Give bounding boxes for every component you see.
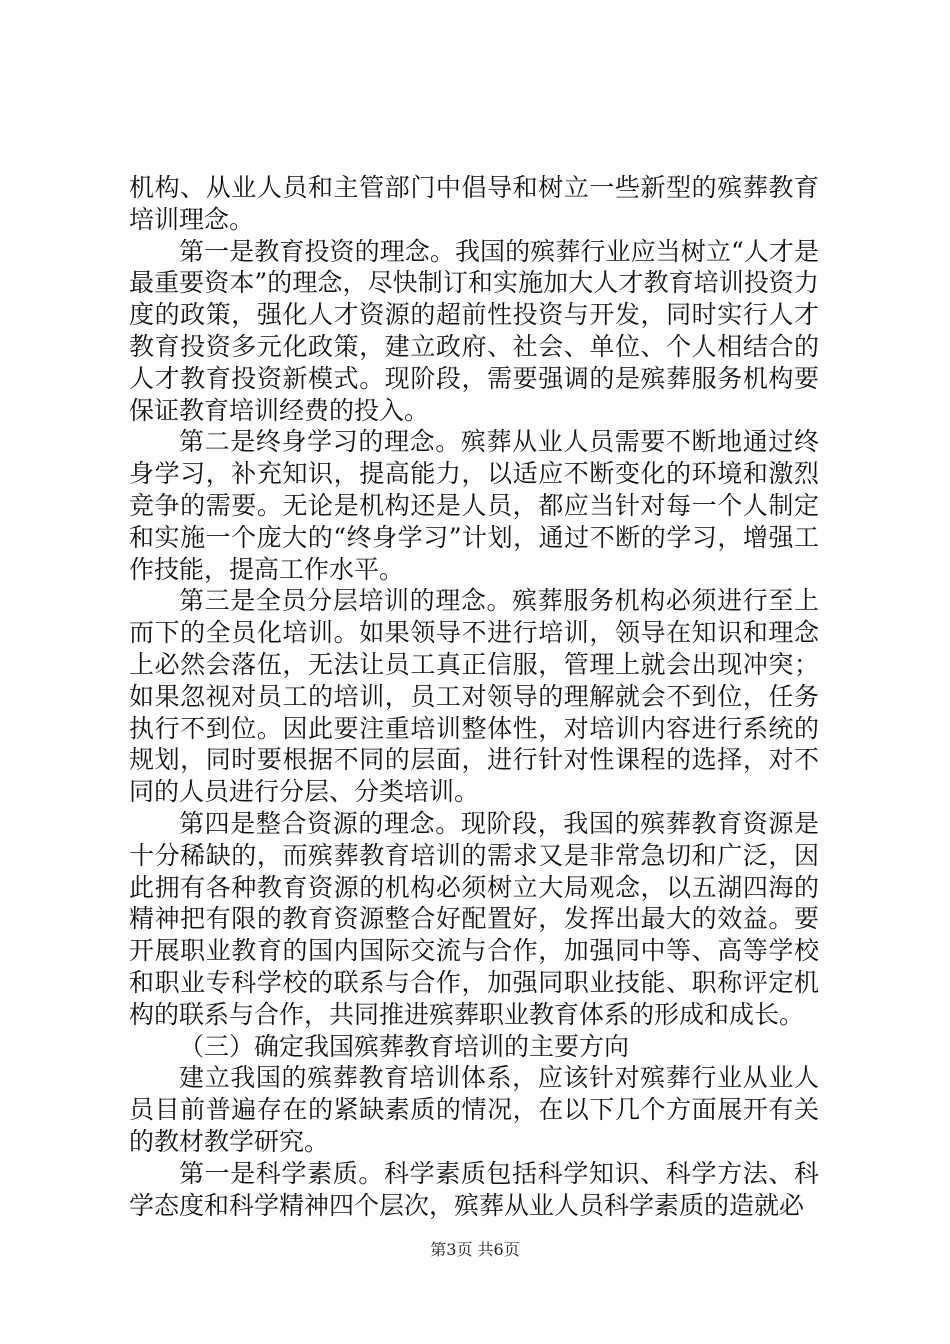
- page-footer: 第3页 共6页: [430, 1240, 520, 1259]
- section-heading: （三）确定我国殡葬教育培训的主要方向: [179, 1031, 630, 1061]
- paragraph-2: 第一是教育投资的理念。我国的殡葬行业应当树立“人才是最重要资本”的理念，尽快制订和实施加大人才教育培训投资力度的政策，强化人才资源的超前性投资与开发，同时实行人才教育投资多元化政策，建立政府、社会、单位、个人相结合的人才教育投资新模式。现阶段，需要强调的是殡葬服务机构要保证教育培训经费的投入。: [129, 236, 819, 425]
- paragraph-5: 第四是整合资源的理念。现阶段，我国的殡葬教育资源是十分稀缺的，而殡葬教育培训的需求又是非常急切和广泛，因此拥有各种教育资源的机构必须树立大局观念，以五湖四海的精神把有限的教育资源整合好配置好，发挥出最大的效益。要开展职业教育的国内国际交流与合作，加强同中等、高等学校和职业专科学校的联系与合作，加强同职业技能、职称评定机构的联系与合作，共同推进殡葬职业教育体系的形成和成长。: [129, 808, 819, 1029]
- paragraph-3: 第二是终身学习的理念。殡葬从业人员需要不断地通过终身学习，补充知识，提高能力，以适应不断变化的环境和激烈竞争的需要。无论是机构还是人员，都应当针对每一个人制定和实施一个庞大的“终身学习”计划，通过不断的学习，增强工作技能，提高工作水平。: [129, 427, 819, 584]
- paragraph-1: 机构、从业人员和主管部门中倡导和树立一些新型的殡葬教育培训理念。: [129, 173, 819, 234]
- paragraph-4: 第三是全员分层培训的理念。殡葬服务机构必须进行至上而下的全员化培训。如果领导不进行培训，领导在知识和理念上必然会落伍，无法让员工真正信服，管理上就会出现冲突；如果忽视对员工的培训，员工对领导的理解就会不到位，任务执行不到位。因此要注重培训整体性，对培训内容进行系统的规划，同时要根据不同的层面，进行针对性课程的选择，对不同的人员进行分层、分类培训。: [129, 586, 819, 807]
- paragraph-7: 第一是科学素质。科学素质包括科学知识、科学方法、科学态度和科学精神四个层次，殡葬从业人员科学素质的造就必: [129, 1158, 819, 1220]
- body-text: [129, 172, 819, 1221]
- paragraph-6: 建立我国的殡葬教育培训体系，应该针对殡葬行业从业人员目前普遍存在的紧缺素质的情况，在以下几个方面展开有关的教材教学研究。: [129, 1063, 819, 1156]
